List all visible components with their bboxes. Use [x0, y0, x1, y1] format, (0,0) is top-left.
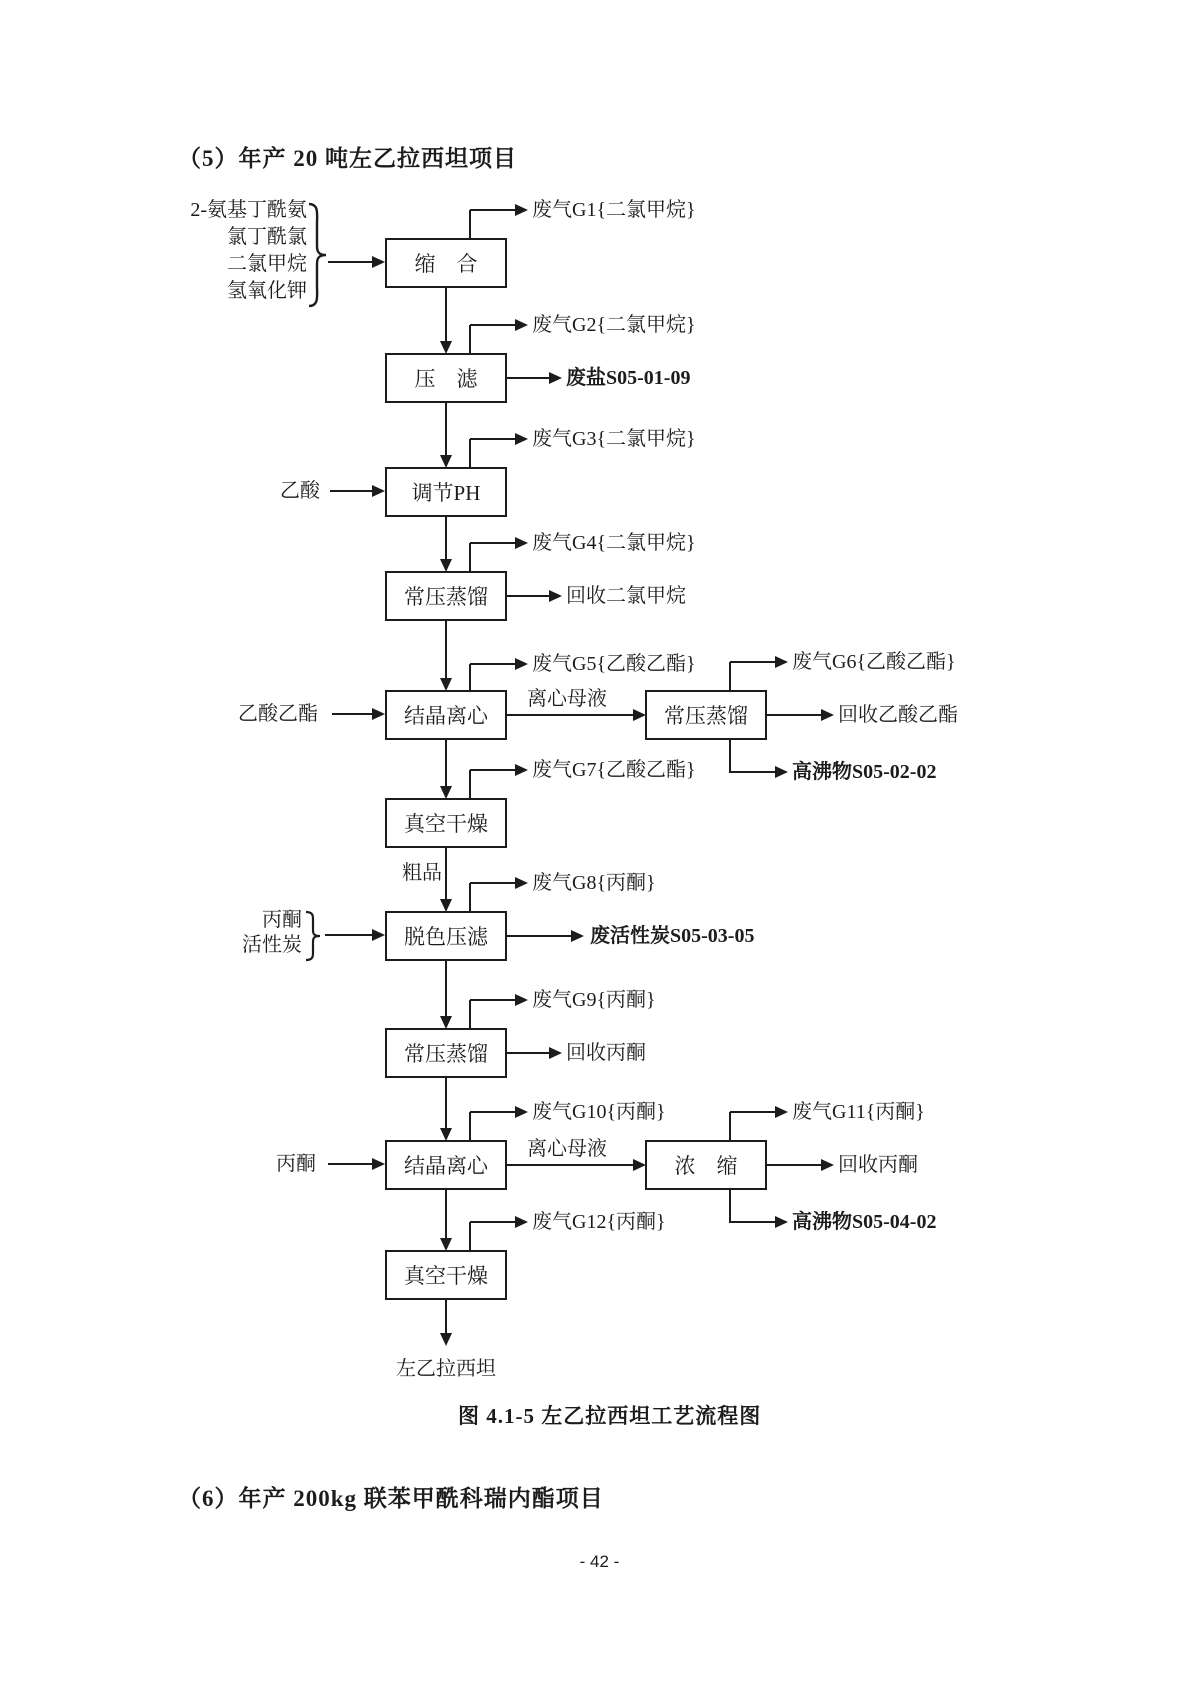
- flow-line: [470, 769, 516, 771]
- input-label-acetone: 丙酮: [276, 1153, 316, 1175]
- flow-line: [767, 714, 822, 716]
- arrow-down-icon: [440, 678, 452, 691]
- arrow-down-icon: [440, 341, 452, 354]
- waste-gas-label-g2: 废气G2{二氯甲烷}: [532, 314, 696, 336]
- flow-line: [470, 542, 516, 544]
- flow-line: [445, 403, 447, 455]
- flow-line: [469, 325, 471, 353]
- arrow-down-icon: [440, 1333, 452, 1346]
- arrow-right-icon: [372, 929, 385, 941]
- waste-gas-label-g1: 废气G1{二氯甲烷}: [532, 199, 696, 221]
- arrow-right-icon: [515, 1216, 528, 1228]
- waste-gas-label-g4: 废气G4{二氯甲烷}: [532, 532, 696, 554]
- arrow-right-icon: [515, 1106, 528, 1118]
- waste-gas-label-g10: 废气G10{丙酮}: [532, 1101, 666, 1123]
- waste-gas-label-g6: 废气G6{乙酸乙酯}: [792, 651, 956, 673]
- waste-gas-label-g7: 废气G7{乙酸乙酯}: [532, 759, 696, 781]
- process-box-distillation-1: 常压蒸馏: [385, 571, 507, 621]
- input-group-1: [165, 197, 307, 305]
- input-label-ethyl-acetate: 乙酸乙酯: [238, 703, 318, 725]
- flow-line: [470, 663, 516, 665]
- process-box-vacuum-dry-2: 真空干燥: [385, 1250, 507, 1300]
- arrow-right-icon: [515, 204, 528, 216]
- output-label-waste-carbon: 废活性炭S05-03-05: [590, 925, 755, 947]
- arrow-right-icon: [515, 537, 528, 549]
- process-box-ph-adjust: 调节PH: [385, 467, 507, 517]
- flow-line: [445, 961, 447, 1016]
- output-label-high-boiler-1: 高沸物S05-02-02: [792, 761, 937, 783]
- arrow-right-icon: [372, 1158, 385, 1170]
- process-box-distillation-side: 常压蒸馏: [645, 690, 767, 740]
- process-box-distillation-2: 常压蒸馏: [385, 1028, 507, 1078]
- flow-line: [469, 439, 471, 467]
- process-box-condensation: 缩 合: [385, 238, 507, 288]
- arrow-right-icon: [821, 709, 834, 721]
- flow-line: [469, 664, 471, 690]
- output-label-waste-salt: 废盐S05-01-09: [566, 367, 691, 389]
- arrow-right-icon: [775, 1106, 788, 1118]
- section-heading-6: （6）年产 200kg 联苯甲酰科瑞内酯项目: [178, 1486, 604, 1511]
- flow-line: [445, 517, 447, 559]
- arrow-right-icon: [633, 1159, 646, 1171]
- arrow-right-icon: [549, 372, 562, 384]
- flow-line: [469, 543, 471, 571]
- flow-line: [767, 1164, 822, 1166]
- flow-line: [470, 324, 516, 326]
- arrow-down-icon: [440, 1128, 452, 1141]
- input-line: 丙酮: [262, 909, 302, 931]
- flow-line: [328, 1163, 373, 1165]
- output-label-high-boiler-2: 高沸物S05-04-02: [792, 1211, 937, 1233]
- flow-line: [469, 883, 471, 911]
- output-label-recover-ethyl-acetate: 回收乙酸乙酯: [838, 704, 958, 726]
- flow-line: [507, 595, 550, 597]
- flow-line: [507, 935, 572, 937]
- arrow-right-icon: [571, 930, 584, 942]
- flow-line: [507, 377, 550, 379]
- input-line: 二氯甲烷: [227, 253, 307, 275]
- flow-line: [445, 1300, 447, 1333]
- flow-line: [445, 740, 447, 786]
- flow-line: [469, 210, 471, 238]
- waste-gas-label-g3: 废气G3{二氯甲烷}: [532, 428, 696, 450]
- arrow-down-icon: [440, 1238, 452, 1251]
- section-heading-5: （5）年产 20 吨左乙拉西坦项目: [178, 146, 517, 171]
- flow-line: [332, 713, 373, 715]
- flow-line: [445, 848, 447, 899]
- final-product-label: 左乙拉西坦: [396, 1358, 496, 1380]
- arrow-right-icon: [515, 877, 528, 889]
- stream-label-mother-liquor-2: 离心母液: [527, 1138, 607, 1160]
- waste-gas-label-g5: 废气G5{乙酸乙酯}: [532, 653, 696, 675]
- input-line: 氯丁酰氯: [227, 226, 307, 248]
- flow-line: [469, 1222, 471, 1250]
- waste-gas-label-g9: 废气G9{丙酮}: [532, 989, 656, 1011]
- arrow-right-icon: [821, 1159, 834, 1171]
- flow-line: [445, 621, 447, 678]
- flow-line: [470, 999, 516, 1001]
- arrow-right-icon: [775, 766, 788, 778]
- arrow-down-icon: [440, 786, 452, 799]
- arrow-down-icon: [440, 455, 452, 468]
- process-box-decolor-filter: 脱色压滤: [385, 911, 507, 961]
- arrow-right-icon: [633, 709, 646, 721]
- curly-brace-icon: [304, 910, 322, 962]
- input-line: 氢氧化钾: [227, 280, 307, 302]
- waste-gas-label-g12: 废气G12{丙酮}: [532, 1211, 666, 1233]
- flow-line: [470, 882, 516, 884]
- flow-line: [730, 1221, 776, 1223]
- flow-line: [729, 1190, 731, 1223]
- flow-line: [445, 288, 447, 341]
- flow-line: [470, 209, 516, 211]
- stream-label-crude-product: 粗品: [402, 862, 442, 884]
- process-box-press-filter: 压 滤: [385, 353, 507, 403]
- figure-caption: 图 4.1-5 左乙拉西坦工艺流程图: [458, 1404, 762, 1428]
- flow-line: [470, 1221, 516, 1223]
- process-box-crystallize-1: 结晶离心: [385, 690, 507, 740]
- stream-label-mother-liquor-1: 离心母液: [527, 688, 607, 710]
- flow-line: [328, 261, 373, 263]
- process-box-concentrate: 浓 缩: [645, 1140, 767, 1190]
- output-label-recover-acetone-1: 回收丙酮: [566, 1042, 646, 1064]
- input-line: 2-氨基丁酰氨: [190, 199, 307, 221]
- waste-gas-label-g8: 废气G8{丙酮}: [532, 872, 656, 894]
- flow-line: [729, 740, 731, 773]
- flow-line: [469, 1000, 471, 1028]
- arrow-down-icon: [440, 559, 452, 572]
- arrow-right-icon: [515, 433, 528, 445]
- arrow-down-icon: [440, 899, 452, 912]
- flow-line: [729, 662, 731, 690]
- flow-line: [470, 1111, 516, 1113]
- arrow-right-icon: [515, 764, 528, 776]
- flow-line: [507, 714, 634, 716]
- flow-line: [445, 1078, 447, 1128]
- arrow-right-icon: [775, 1216, 788, 1228]
- arrow-right-icon: [515, 994, 528, 1006]
- arrow-right-icon: [372, 708, 385, 720]
- flow-line: [469, 770, 471, 798]
- input-label-acetic-acid: 乙酸: [280, 480, 320, 502]
- flow-line: [730, 1111, 776, 1113]
- flow-line: [729, 1112, 731, 1140]
- flow-line: [507, 1052, 550, 1054]
- input-group-2: [228, 908, 302, 958]
- flow-line: [469, 1112, 471, 1140]
- flow-line: [325, 934, 373, 936]
- arrow-right-icon: [549, 590, 562, 602]
- flow-line: [330, 490, 373, 492]
- arrow-right-icon: [775, 656, 788, 668]
- process-box-vacuum-dry-1: 真空干燥: [385, 798, 507, 848]
- flow-line: [730, 771, 776, 773]
- flow-line: [445, 1190, 447, 1238]
- arrow-right-icon: [549, 1047, 562, 1059]
- waste-gas-label-g11: 废气G11{丙酮}: [792, 1101, 925, 1123]
- output-label-recover-dcm: 回收二氯甲烷: [566, 585, 686, 607]
- arrow-down-icon: [440, 1016, 452, 1029]
- arrow-right-icon: [515, 658, 528, 670]
- output-label-recover-acetone-2: 回收丙酮: [838, 1154, 918, 1176]
- input-line: 活性炭: [242, 934, 302, 956]
- page-number: - 42 -: [579, 1552, 620, 1571]
- flow-line: [730, 661, 776, 663]
- arrow-right-icon: [372, 485, 385, 497]
- flow-line: [507, 1164, 634, 1166]
- arrow-right-icon: [515, 319, 528, 331]
- flow-line: [470, 438, 516, 440]
- curly-brace-icon: [306, 202, 328, 308]
- arrow-right-icon: [372, 256, 385, 268]
- process-box-crystallize-2: 结晶离心: [385, 1140, 507, 1190]
